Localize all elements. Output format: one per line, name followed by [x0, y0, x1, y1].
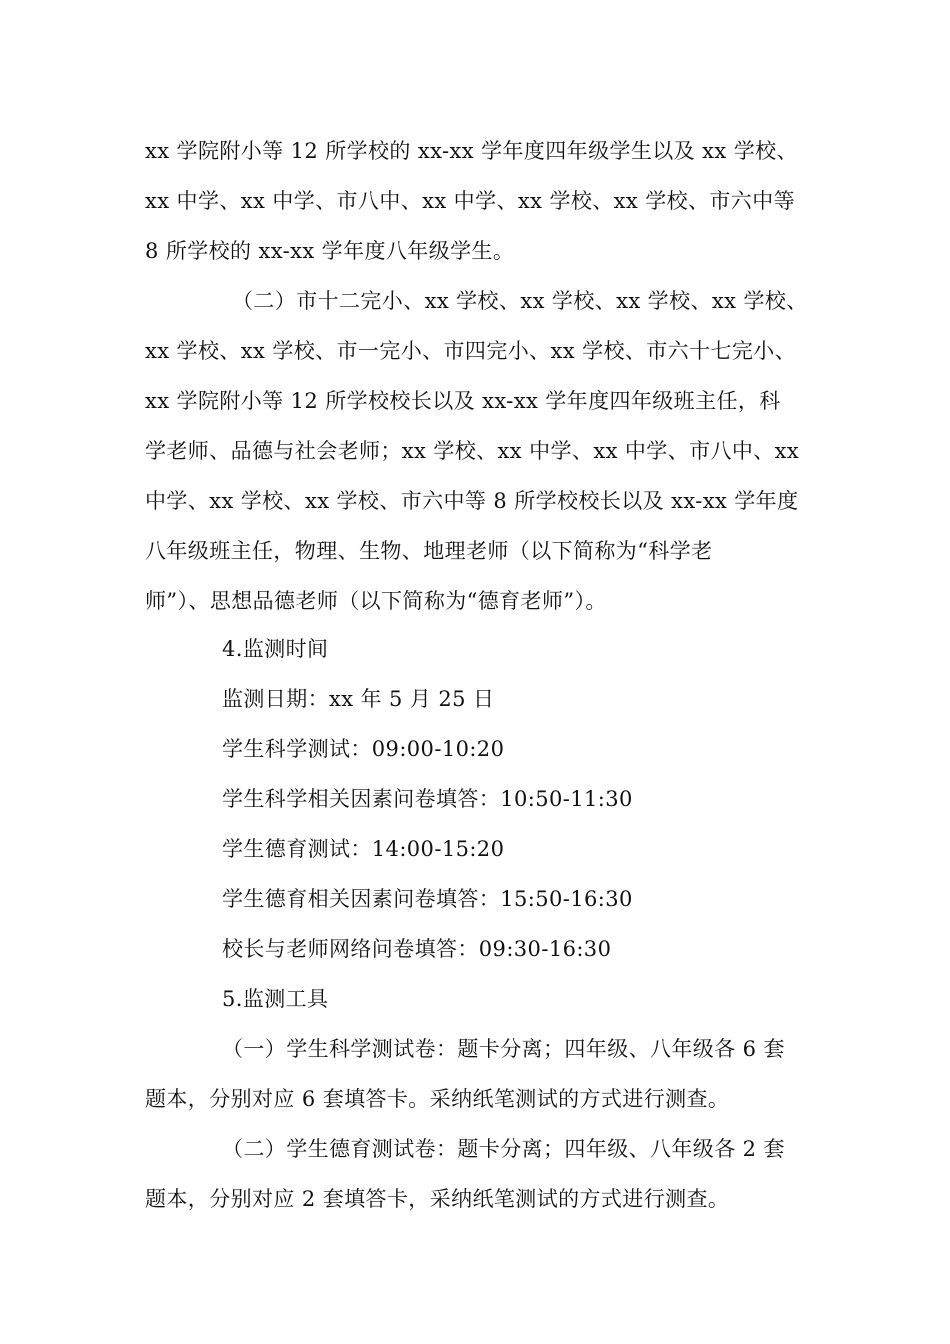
text-line: xx 学院附小等 12 所学校的 xx-xx 学年度四年级学生以及 xx 学校、	[145, 139, 798, 163]
text-line: （一）学生科学测试卷：题卡分离；四年级、八年级各 6 套	[222, 1037, 785, 1061]
text-line: xx 学院附小等 12 所学校校长以及 xx-xx 学年度四年级班主任，科	[145, 389, 781, 413]
text-line: 中学、xx 学校、xx 学校、市六中等 8 所学校校长以及 xx-xx 学年度	[145, 489, 799, 513]
schedule-item: 校长与老师网络问卷填答：09:30-16:30	[222, 937, 612, 961]
text-line: 8 所学校的 xx-xx 学年度八年级学生。	[145, 239, 515, 263]
schedule-item: 学生德育相关因素问卷填答：15:50-16:30	[222, 887, 633, 911]
schedule-item: 监测日期：xx 年 5 月 25 日	[222, 687, 495, 711]
text-line: 题本，分别对应 6 套填答卡。采纳纸笔测试的方式进行测查。	[145, 1087, 730, 1111]
text-line: （二）学生德育测试卷：题卡分离；四年级、八年级各 2 套	[222, 1137, 785, 1161]
text-line: xx 学校、xx 学校、市一完小、市四完小、xx 学校、市六十七完小、	[145, 339, 797, 363]
text-line: 题本，分别对应 2 套填答卡，采纳纸笔测试的方式进行测查。	[145, 1187, 730, 1211]
schedule-item: 学生德育测试：14:00-15:20	[222, 837, 505, 861]
text-line: （二）市十二完小、xx 学校、xx 学校、xx 学校、xx 学校、	[232, 289, 808, 313]
section-heading: 5.监测工具	[222, 987, 329, 1011]
section-heading: 4.监测时间	[222, 637, 329, 661]
text-line: 学老师、品德与社会老师；xx 学校、xx 中学、xx 中学、市八中、xx	[145, 439, 800, 463]
schedule-item: 学生科学测试：09:00-10:20	[222, 737, 505, 761]
text-line: 八年级班主任，物理、生物、地理老师（以下简称为“科学老	[145, 539, 713, 563]
text-line: xx 中学、xx 中学、市八中、xx 中学、xx 学校、xx 学校、市六中等	[145, 189, 796, 213]
text-line: 师”）、思想品德老师（以下简称为“德育老师”）。	[145, 589, 607, 613]
schedule-item: 学生科学相关因素问卷填答：10:50-11:30	[222, 787, 633, 811]
